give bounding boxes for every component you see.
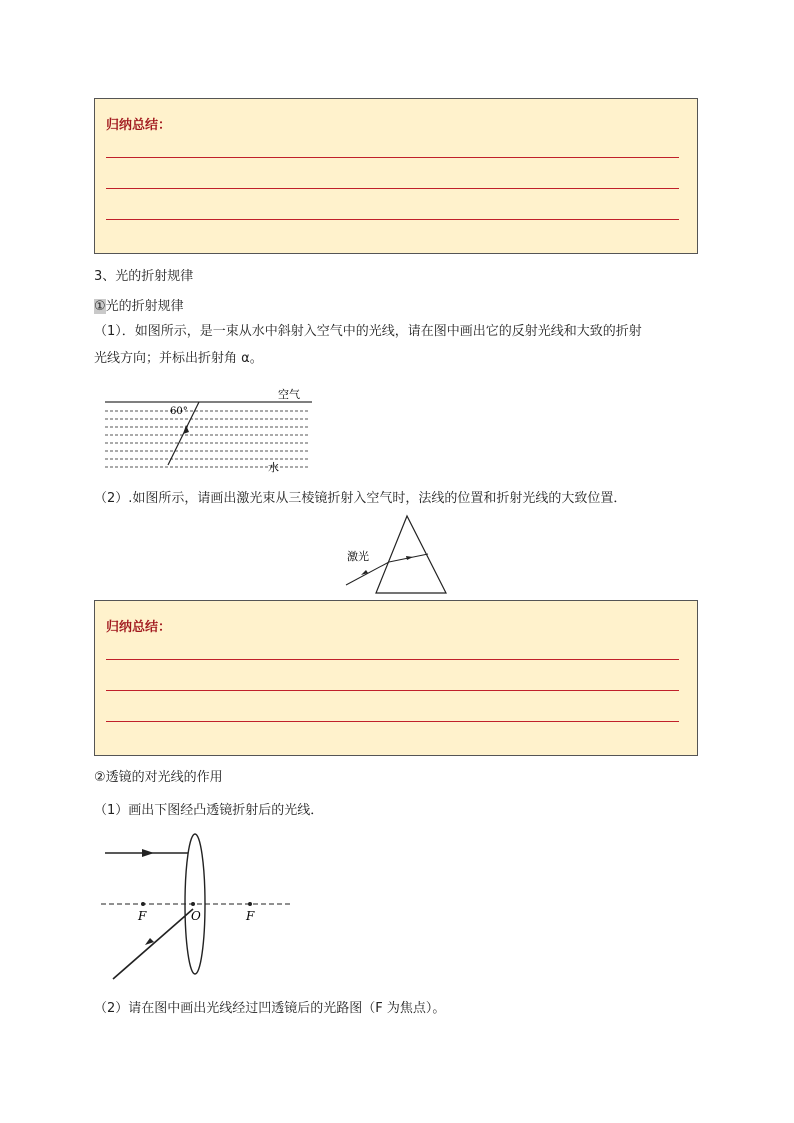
center-label: O bbox=[191, 909, 201, 923]
answer-line bbox=[106, 690, 679, 691]
question-text: （2）.如图所示，请画出激光束从三棱镜折射入空气时，法线的位置和折射光线的大致位置． bbox=[94, 491, 627, 506]
subsection-marker: ① bbox=[94, 299, 106, 314]
laser-label: 激光 bbox=[347, 550, 369, 563]
subsection-title: ②透镜的对光线的作用 bbox=[94, 770, 223, 785]
answer-line bbox=[106, 659, 679, 660]
answer-line bbox=[106, 188, 679, 189]
question-text: （1）．如图所示，是一束从水中斜射入空气中的光线，请在图中画出它的反射光线和大致的折射 bbox=[94, 324, 642, 339]
subsection-title bbox=[94, 298, 184, 316]
arrowhead bbox=[142, 849, 154, 857]
question-text: （1）画出下图经凸透镜折射后的光线． bbox=[94, 803, 324, 818]
section-heading: 3、光的折射规律 bbox=[94, 269, 194, 284]
answer-line bbox=[106, 219, 679, 220]
summary-box bbox=[94, 600, 698, 756]
summary-box bbox=[94, 98, 698, 254]
water-label: 水 bbox=[268, 461, 279, 474]
prism-figure bbox=[345, 515, 450, 595]
question-text: 光线方向；并标出折射角 α。 bbox=[94, 351, 263, 366]
arrowhead bbox=[406, 556, 413, 560]
summary-title: 归纳总结： bbox=[106, 118, 172, 133]
subsection-title-text: 光的折射规律 bbox=[105, 299, 184, 314]
focus-point-right bbox=[248, 902, 252, 906]
focus-point-left bbox=[141, 902, 145, 906]
center-point bbox=[191, 902, 195, 906]
focus-right-label: F bbox=[246, 909, 255, 923]
air-label: 空气 bbox=[278, 388, 300, 401]
focus-left-label: F bbox=[138, 909, 147, 923]
answer-line bbox=[106, 157, 679, 158]
arrowhead bbox=[183, 425, 189, 434]
water-air-figure bbox=[100, 385, 315, 473]
summary-title: 归纳总结： bbox=[106, 620, 172, 635]
question-text: （2）请在图中画出光线经过凹透镜后的光路图（F 为焦点）。 bbox=[94, 1001, 446, 1016]
laser-ray-outside bbox=[346, 562, 389, 585]
answer-line bbox=[106, 721, 679, 722]
convex-lens-figure bbox=[100, 832, 295, 982]
prism bbox=[376, 516, 446, 593]
angle-label: 60° bbox=[170, 406, 188, 417]
oblique-ray bbox=[113, 909, 193, 979]
